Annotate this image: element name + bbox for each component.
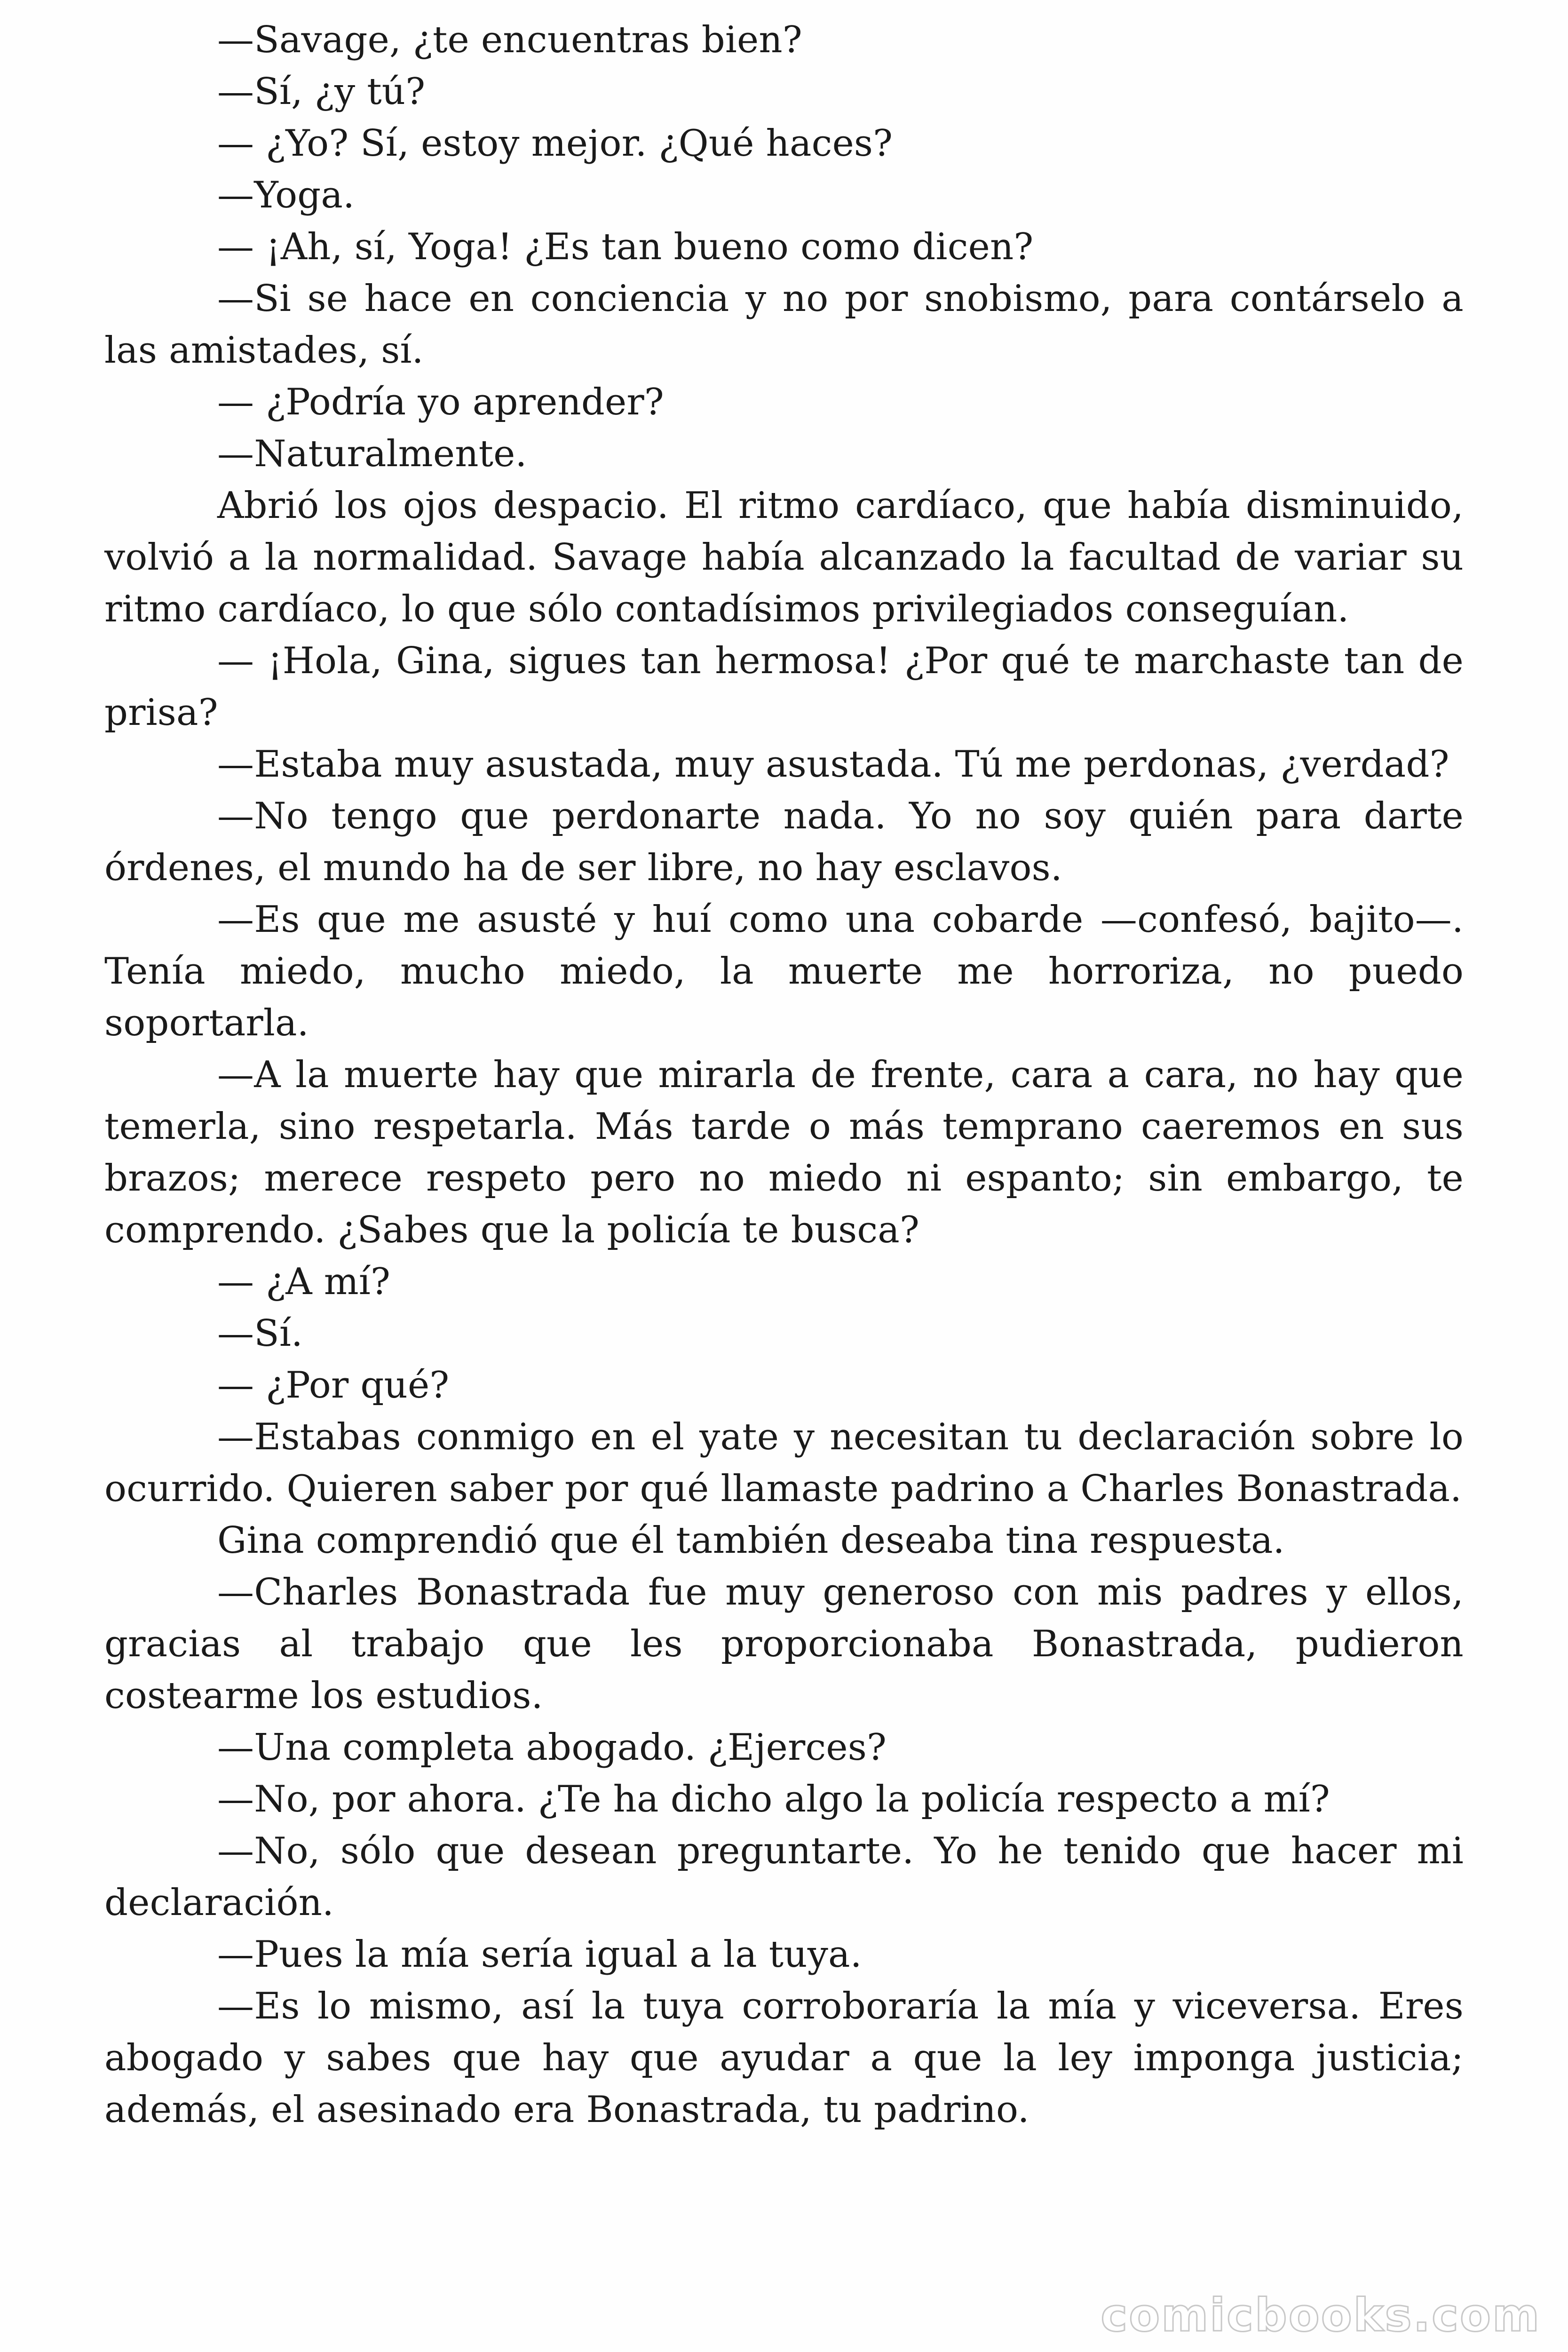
paragraph: —Estabas conmigo en el yate y necesitan tu declaración sobre lo ocurrido. Quieren saber por qué llamaste padrino a Charles Bonastrada. (104, 1416, 1464, 1510)
paragraph: —Pues la mía sería igual a la tuya. (217, 1933, 862, 1976)
paragraph: — ¿Por qué? (217, 1364, 450, 1406)
paragraph: —Estaba muy asustada, muy asustada. Tú me perdonas, ¿verdad? (217, 743, 1449, 786)
paragraph: —Naturalmente. (217, 433, 527, 475)
paragraph: — ¿Podría yo aprender? (217, 381, 664, 423)
paragraph: — ¿Yo? Sí, estoy mejor. ¿Qué haces? (217, 122, 893, 165)
paragraph: —Sí. (217, 1312, 303, 1355)
paragraph: —Sí, ¿y tú? (217, 71, 426, 113)
paragraph: Gina comprendió que él también deseaba tina respuesta. (217, 1519, 1285, 1562)
paragraph: —A la muerte hay que mirarla de frente, cara a cara, no hay que temerla, sino respetarla. Más tarde o más temprano caeremos en sus brazos; merece respeto pero no miedo ni espanto; sin embargo, te comprendo. ¿Sabes que la policía te busca? (104, 1054, 1464, 1251)
paragraph: —No, por ahora. ¿Te ha dicho algo la policía respecto a mí? (217, 1778, 1330, 1820)
paragraph: —Si se hace en conciencia y no por snobismo, para contárselo a las amistades, sí. (104, 278, 1464, 372)
paragraph: —No tengo que perdonarte nada. Yo no soy quién para darte órdenes, el mundo ha de ser libre, no hay esclavos. (104, 795, 1464, 889)
paragraph: — ¿A mí? (217, 1261, 391, 1303)
page-body-text (104, 14, 1464, 2136)
paragraph: —Yoga. (217, 174, 355, 216)
paragraph: — ¡Hola, Gina, sigues tan hermosa! ¿Por qué te marchaste tan de prisa? (104, 640, 1464, 734)
paragraph: —Es lo mismo, así la tuya corroboraría la mía y viceversa. Eres abogado y sabes que hay que ayudar a que la ley imponga justicia; además, el asesinado era Bonastrada, tu padrino. (104, 1985, 1464, 2131)
paragraph: —No, sólo que desean preguntarte. Yo he tenido que hacer mi declaración. (104, 1830, 1464, 1924)
watermark: comicbooks.com (1101, 2289, 1541, 2342)
paragraph: —Es que me asusté y huí como una cobarde —confesó, bajito—. Tenía miedo, mucho miedo, la muerte me horroriza, no puedo soportarla. (104, 898, 1464, 1044)
paragraph: —Charles Bonastrada fue muy generoso con mis padres y ellos, gracias al trabajo que les proporcionaba Bonastrada, pudieron costearme los estudios. (104, 1571, 1464, 1717)
paragraph: —Savage, ¿te encuentras bien? (217, 19, 802, 61)
paragraph: — ¡Ah, sí, Yoga! ¿Es tan bueno como dicen? (217, 226, 1034, 268)
paragraph: —Una completa abogado. ¿Ejerces? (217, 1726, 887, 1769)
paragraph: Abrió los ojos despacio. El ritmo cardíaco, que había disminuido, volvió a la normalidad. Savage había alcanzado la facultad de variar su ritmo cardíaco, lo que sólo contadísimos privilegiados conseguían. (104, 485, 1464, 630)
